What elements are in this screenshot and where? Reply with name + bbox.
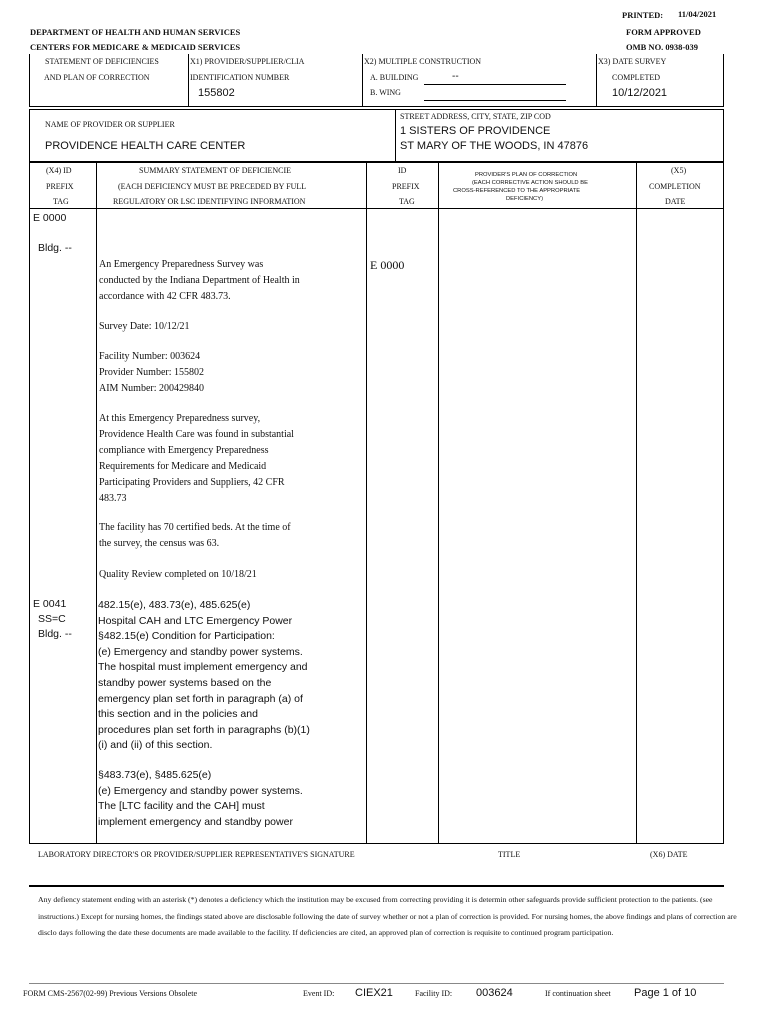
tag-header: TAG — [399, 197, 415, 206]
bldg-label-2: Bldg. -- — [38, 628, 72, 640]
plan-subheader-2: CROSS-REFERENCED TO THE APPROPRIATE — [453, 188, 581, 194]
tag-e0041: E 0041 — [33, 598, 67, 610]
provider-block — [29, 109, 724, 162]
date-completed: 10/12/2021 — [612, 87, 668, 99]
city-state-zip: ST MARY OF THE WOODS, IN 47876 — [400, 140, 589, 152]
x5-header: (X5) — [671, 166, 687, 175]
omb-number: OMB NO. 0938-039 — [626, 42, 699, 52]
x4-tag-header: TAG — [53, 197, 69, 206]
event-id: CIEX21 — [355, 987, 393, 999]
scope-severity: SS=C — [38, 613, 66, 625]
department-title: DEPARTMENT OF HEALTH AND HUMAN SERVICES — [30, 27, 241, 37]
facility-id-label: Facility ID: — [415, 989, 453, 998]
bldg-label: Bldg. -- — [38, 242, 72, 254]
compliance-statement: At this Emergency Preparedness survey, Providence Health Care was found in substantial compliance with Emergency Preparedness Requirements for Medicare and Medicaid Participating Providers and Suppliers, 42 CFR 483.73 — [99, 413, 294, 504]
x2-label: X2) MULTIPLE CONSTRUCTION — [364, 57, 482, 66]
facility-numbers: Facility Number: 003624 Provider Number: 155802 AIM Number: 200429840 — [99, 351, 204, 394]
statement-label: STATEMENT OF DEFICIENCIES — [45, 57, 159, 66]
street-address-label: STREET ADDRESS, CITY, STATE, ZIP COD — [400, 112, 551, 121]
event-id-label: Event ID: — [303, 989, 335, 998]
summary-subheader-2: REGULATORY OR LSC IDENTIFYING INFORMATION — [113, 197, 306, 206]
x3-label: X3) DATE SURVEY — [598, 57, 667, 66]
survey-intro: An Emergency Preparedness Survey was conducted by the Indiana Department of Health in accordance with 42 CFR 483.73. — [99, 259, 300, 302]
plan-of-correction-label: AND PLAN OF CORRECTION — [44, 73, 150, 82]
building-value: -- — [452, 71, 459, 82]
summary-subheader: (EACH DEFICIENCY MUST BE PRECEDED BY FULL — [118, 182, 307, 191]
title-label: TITLE — [498, 850, 521, 859]
printed-label: PRINTED: — [622, 10, 664, 20]
facility-id: 003624 — [476, 987, 513, 999]
tag-e0000: E 0000 — [33, 212, 67, 224]
completed-label: COMPLETED — [612, 73, 660, 82]
provider-name-label: NAME OF PROVIDER OR SUPPLIER — [45, 120, 175, 129]
ltc-cah-regulation: §483.73(e), §485.625(e) (e) Emergency and standby power systems. The [LTC facility and the CAH] must implement emergency and standby power — [98, 769, 303, 828]
printed-date: 11/04/2021 — [678, 9, 717, 19]
x1-label: X1) PROVIDER/SUPPLIER/CLIA — [190, 57, 305, 66]
identification-number-label: IDENTIFICATION NUMBER — [190, 73, 290, 82]
provider-name: PROVIDENCE HEALTH CARE CENTER — [45, 140, 246, 152]
page-number: Page 1 of 10 — [634, 987, 697, 999]
signature-label: LABORATORY DIRECTOR'S OR PROVIDER/SUPPLIER REPRESENTATIVE'S SIGNATURE — [38, 850, 355, 859]
wing-label: B. WING — [370, 88, 401, 97]
id-header: ID — [398, 166, 407, 175]
street-address: 1 SISTERS OF PROVIDENCE — [400, 125, 551, 137]
x4-id-header: (X4) ID — [46, 166, 72, 175]
plan-subheader: (EACH CORRECTIVE ACTION SHOULD BE — [472, 180, 588, 186]
prefix-header: PREFIX — [392, 182, 420, 191]
disclaimer: Any defiency statement ending with an asterisk (*) denotes a deficiency which the institution may be excused from correcting providing it is determin other safeguards provide sufficient protection to the patients. (see instructions.) Except for nursing homes, the findings stated above are disclosable following the date of survey whether or not a plan of correction is provided. For nursing homes, the above findings and plans of correction are disclo days following the date these documents are made available to the facility. If deficiencies are cited, an approved plan of correction is requisite to continued program participation. — [38, 895, 737, 937]
plan-header: PROVIDER'S PLAN OF CORRECTION — [475, 172, 578, 178]
summary-header: SUMMARY STATEMENT OF DEFICIENCIE — [139, 166, 292, 175]
plan-subheader-3: DEFICIENCY) — [506, 196, 544, 202]
cms-title: CENTERS FOR MEDICARE & MEDICAID SERVICES — [30, 42, 241, 52]
provider-number: 155802 — [198, 87, 235, 99]
x4-prefix-header: PREFIX — [46, 182, 74, 191]
building-label: A. BUILDING — [370, 73, 419, 82]
completion-header: COMPLETION — [649, 182, 701, 191]
x6-date-label: (X6) DATE — [650, 850, 688, 859]
right-tag-e0000: E 0000 — [370, 258, 405, 272]
form-number: FORM CMS-2567(02-99) Previous Versions Obsolete — [23, 989, 198, 998]
continuation-label: If continuation sheet — [545, 989, 611, 998]
emergency-power-regulation: 482.15(e), 483.73(e), 485.625(e) Hospital CAH and LTC Emergency Power §482.15(e) Condition for Participation: (e) Emergency and standby power systems. The hospital must implement emergency and standby power systems based on the emergency plan set forth in paragraph (a) of this section and in the policies and procedures plan set forth in paragraphs (b)(1) (i) and (ii) of this section. — [98, 599, 310, 752]
quality-review: Quality Review completed on 10/18/21 — [99, 569, 257, 580]
form-approved: FORM APPROVED — [626, 27, 701, 37]
date-header: DATE — [665, 197, 686, 206]
survey-date: Survey Date: 10/12/21 — [99, 321, 190, 332]
census-statement: The facility has 70 certified beds. At the time of the survey, the census was 63. — [99, 522, 291, 549]
